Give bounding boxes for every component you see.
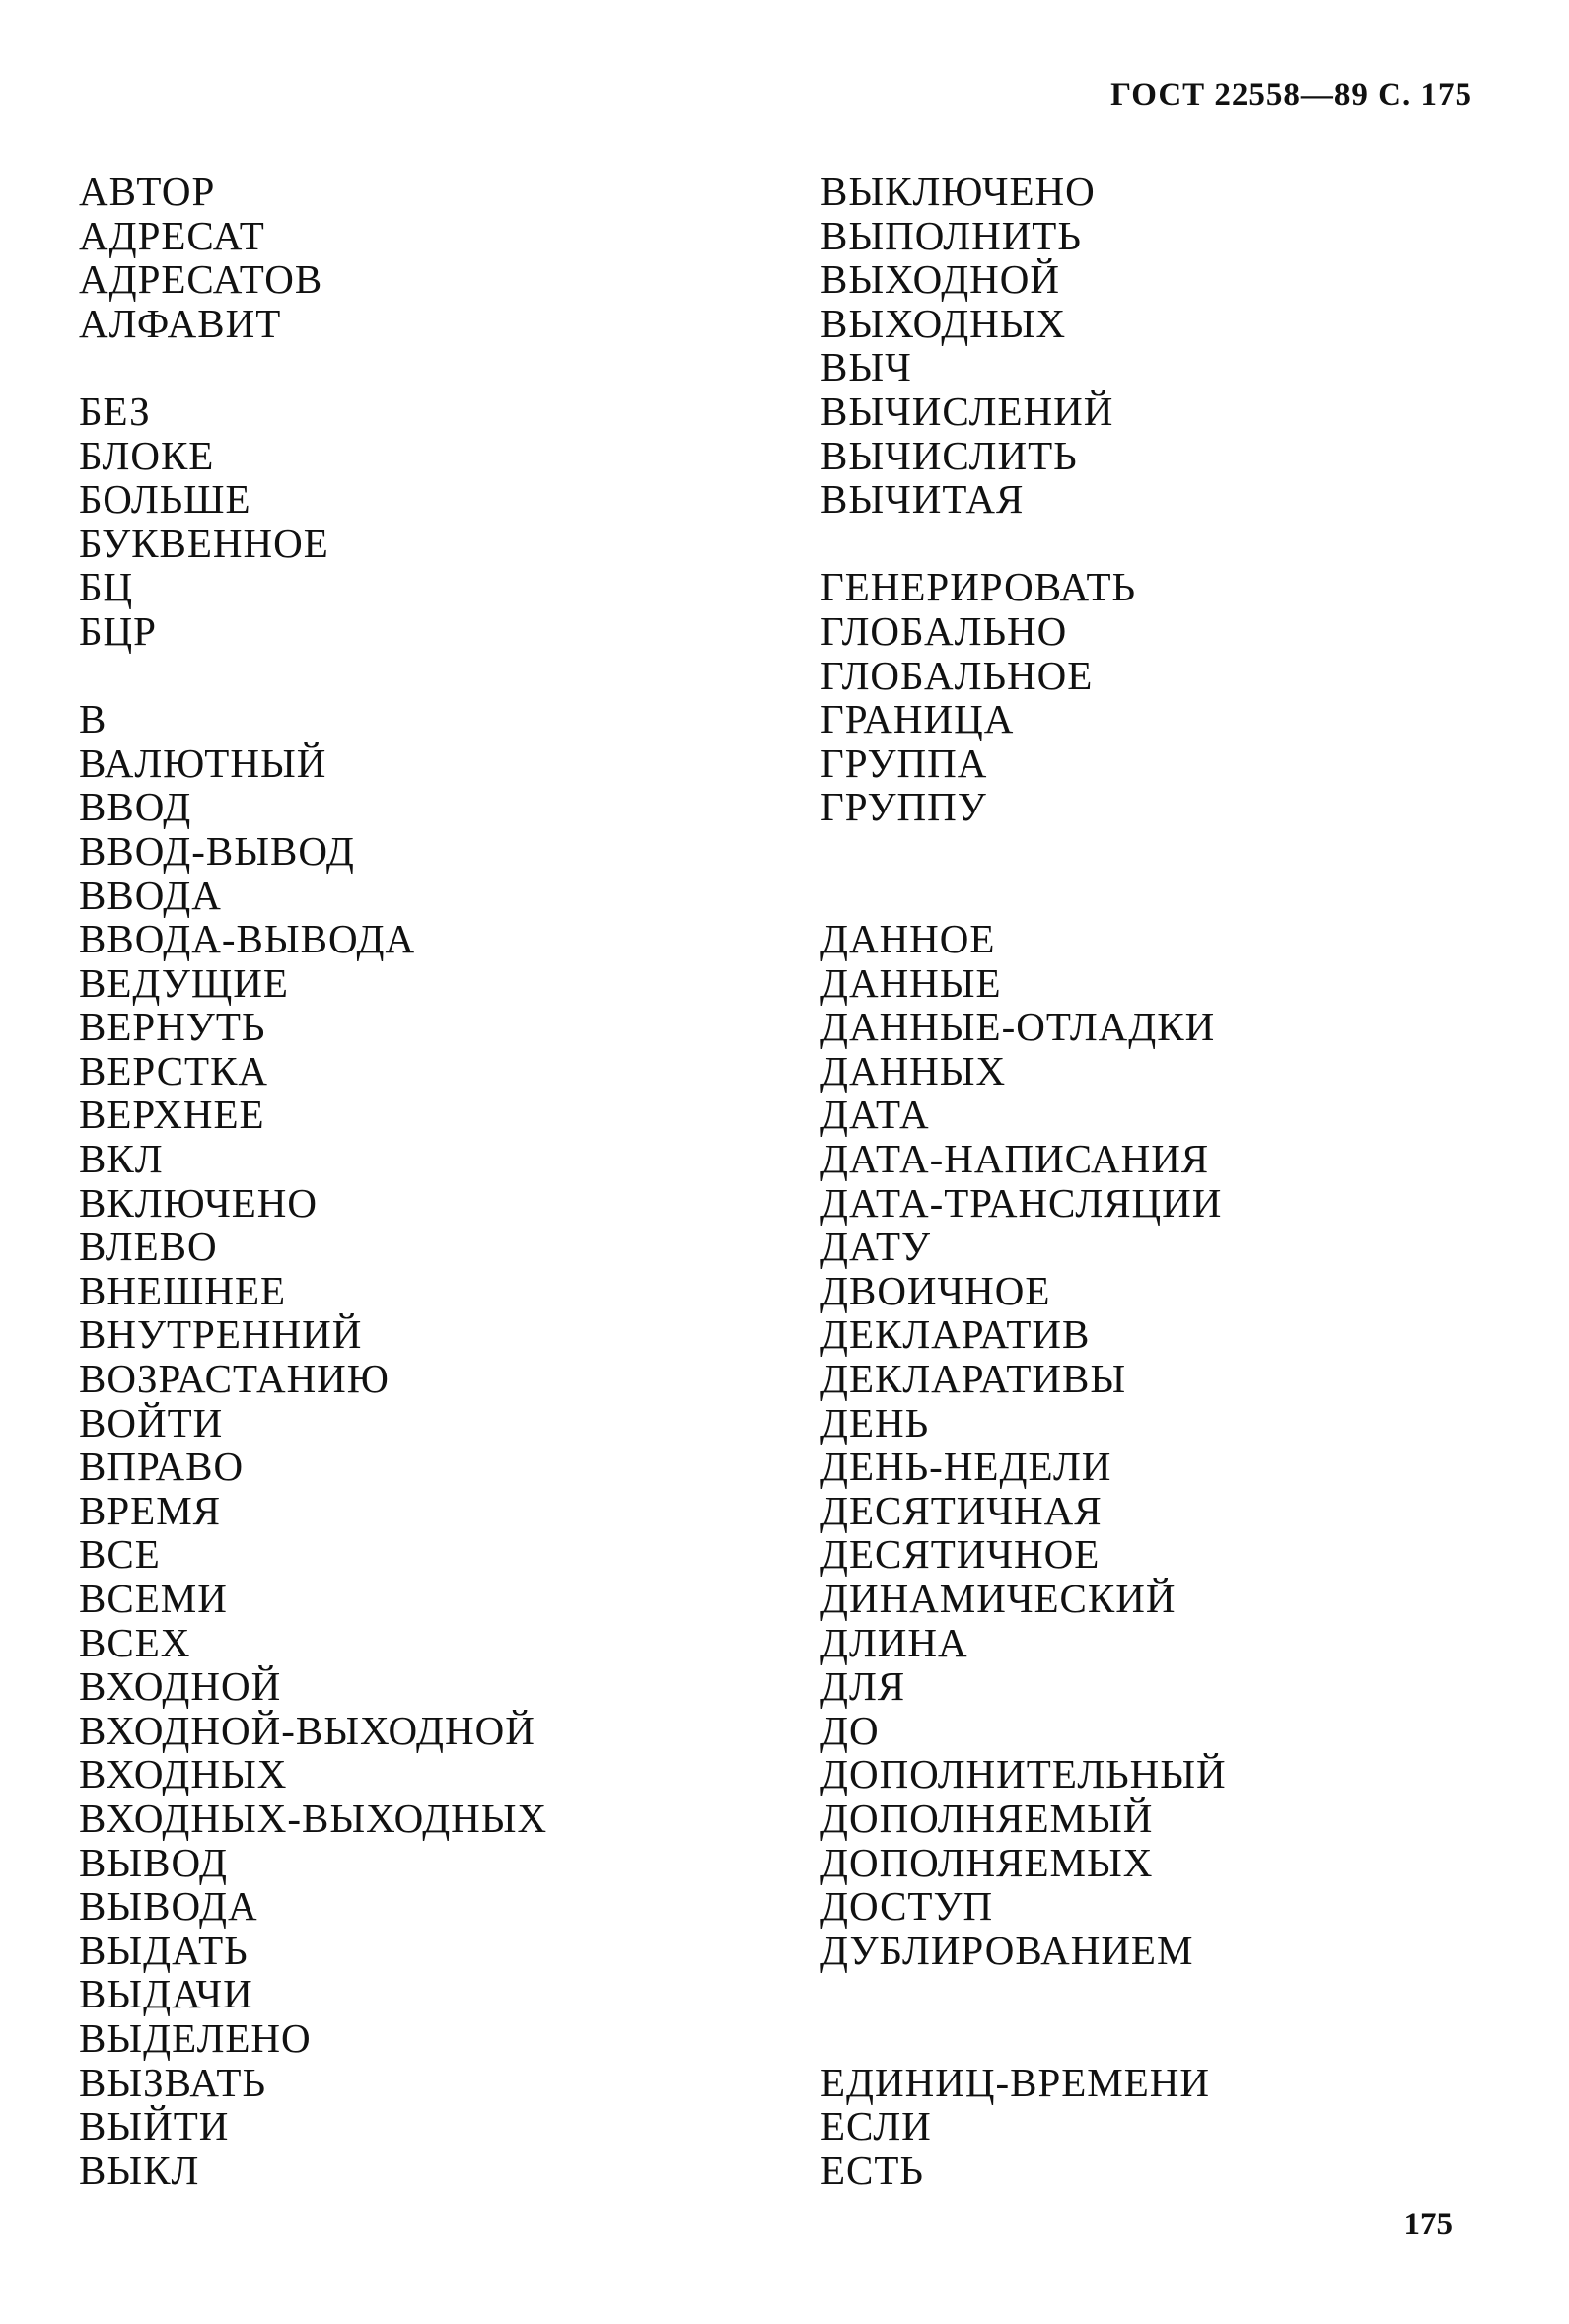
keyword-entry: ДОСТУП [820,1883,994,1930]
keyword-entry: ВЫЙТИ [79,2103,230,2149]
keyword-entry: ГРУППУ [820,784,987,830]
keyword-entry: ВХОДНЫХ-ВЫХОДНЫХ [79,1795,548,1841]
keyword-entry: ДОПОЛНЯЕМЫЙ [820,1795,1154,1841]
keyword-entry: ВЛЕВО [79,1224,218,1270]
keyword-entry: ДАТУ [820,1224,932,1270]
keyword-entry: ВЫЧ [820,344,912,390]
keyword-entry: ВЫВОДА [79,1883,258,1930]
keyword-entry: ДАТА-ТРАНСЛЯЦИИ [820,1179,1223,1226]
keyword-entry: ДАННОЕ [820,916,996,962]
keyword-entry: ЕДИНИЦ-ВРЕМЕНИ [820,2059,1211,2105]
keyword-entry: АЛФАВИТ [79,300,282,346]
keyword-entry: БЕЗ [79,387,151,434]
keyword-entry: ГЛОБАЛЬНО [820,607,1068,654]
keyword-entry: ВРЕМЯ [79,1487,221,1533]
keyword-entry: ВЫКЛЮЧЕНО [820,169,1096,214]
keyword-entry: ДВОИЧНОЕ [820,1267,1051,1313]
keyword-entry: ДЕНЬ-НЕДЕЛИ [820,1444,1112,1490]
keyword-entry: ВХОДНЫХ [79,1751,288,1797]
keyword-entry: ВАЛЮТНЫЙ [79,739,327,786]
keyword-entry: ДАННЫХ [820,1047,1007,1093]
keyword-entry: ВКЛЮЧЕНО [79,1179,318,1226]
keyword-entry: ВОЗРАСТАНИЮ [79,1356,390,1402]
keyword-entry: ВЫХОДНОЙ [820,256,1060,303]
keyword-entry: В [79,696,107,742]
keyword-entry: АДРЕСАТ [79,212,265,258]
keyword-entry: ГРАНИЦА [820,696,1015,742]
keyword-entry: ДЕСЯТИЧНАЯ [820,1487,1103,1533]
list-gap [820,522,1227,566]
keyword-entry: ВЫВОД [79,1839,228,1885]
keyword-entry: ГЕНЕРИРОВАТЬ [820,564,1137,610]
keyword-entry: ДАННЫЕ-ОТЛАДКИ [820,1004,1216,1050]
keyword-entry: ВВОД-ВЫВОД [79,827,355,874]
keyword-entry: ВОЙТИ [79,1399,224,1445]
keyword-entry: ВЕРНУТЬ [79,1004,266,1050]
keyword-entry: ВЕРХНЕЕ [79,1092,265,1138]
keyword-entry: ДЕКЛАРАТИВ [820,1311,1091,1358]
list-gap [79,345,547,389]
keyword-entry: ДОПОЛНИТЕЛЬНЫЙ [820,1751,1227,1797]
keyword-entry: ВНУТРЕННИЙ [79,1311,363,1358]
keyword-entry: ВЫЧИТАЯ [820,476,1025,523]
keyword-entry: ВЫЧИСЛЕНИЙ [820,387,1114,434]
keyword-entry: ДУБЛИРОВАНИЕМ [820,1927,1194,1973]
keyword-entry: ДАТА [820,1092,930,1138]
keyword-entry: БЦ [79,564,134,610]
keyword-entry: ВСЕХ [79,1619,191,1665]
keyword-entry: ДАТА-НАПИСАНИЯ [820,1136,1210,1182]
keyword-entry: ВЫДЕЛЕНО [79,2014,312,2061]
keyword-entry: ВЫХОДНЫХ [820,300,1067,346]
keyword-entry: ВСЕ [79,1531,161,1578]
keyword-entry: ГЛОБАЛЬНОЕ [820,652,1094,698]
keyword-entry: ВЕДУЩИЕ [79,959,289,1006]
keyword-entry: ДЛЯ [820,1663,906,1710]
list-gap [820,2016,1227,2061]
keyword-entry: ГРУППА [820,739,988,786]
keyword-entry: ВСЕМИ [79,1576,228,1621]
keyword-entry: ВВОДА-ВЫВОДА [79,916,416,962]
keyword-entry: ДЕКЛАРАТИВЫ [820,1356,1127,1402]
keyword-entry: ВВОД [79,784,192,830]
keyword-entry: ДЛИНА [820,1619,968,1665]
keyword-entry: ДО [820,1707,880,1753]
running-header: ГОСТ 22558—89 С. 175 [1110,77,1472,112]
keyword-entry: ДЕНЬ [820,1399,930,1445]
keyword-entry: АДРЕСАТОВ [79,256,323,303]
keyword-entry: ЕСТЬ [820,2147,924,2193]
keyword-entry: ВПРАВО [79,1444,245,1490]
word-list-right-column [820,170,1227,2192]
page-number: 175 [1403,2207,1453,2242]
keyword-entry: ВВОДА [79,872,222,918]
keyword-entry: ДИНАМИЧЕСКИЙ [820,1576,1177,1621]
keyword-entry: ВЫДАТЬ [79,1927,249,1973]
word-list-left-column [79,170,547,2192]
list-gap [79,654,547,698]
keyword-entry: БЦР [79,607,157,654]
keyword-entry: ВЫКЛ [79,2147,200,2193]
list-gap [820,1972,1227,2016]
keyword-entry: БЛОКЕ [79,432,215,478]
keyword-entry: ВЫПОЛНИТЬ [820,212,1082,258]
keyword-entry: ВЫЧИСЛИТЬ [820,432,1078,478]
list-gap [820,829,1227,874]
keyword-entry: ВЕРСТКА [79,1047,269,1093]
keyword-entry: ВХОДНОЙ-ВЫХОДНОЙ [79,1707,535,1753]
keyword-entry: ВЫЗВАТЬ [79,2059,266,2105]
keyword-entry: ВХОДНОЙ [79,1663,282,1710]
list-gap [820,874,1227,918]
keyword-entry: ДЕСЯТИЧНОЕ [820,1531,1101,1578]
keyword-entry: ЕСЛИ [820,2103,932,2149]
keyword-entry: БОЛЬШЕ [79,476,251,523]
keyword-entry: АВТОР [79,169,216,214]
keyword-entry: ВЫДАЧИ [79,1971,253,2017]
keyword-entry: ДОПОЛНЯЕМЫХ [820,1839,1154,1885]
keyword-entry: ВНЕШНЕЕ [79,1267,287,1313]
keyword-entry: БУКВЕННОЕ [79,520,329,566]
keyword-entry: ДАННЫЕ [820,959,1002,1006]
keyword-entry: ВКЛ [79,1136,164,1182]
